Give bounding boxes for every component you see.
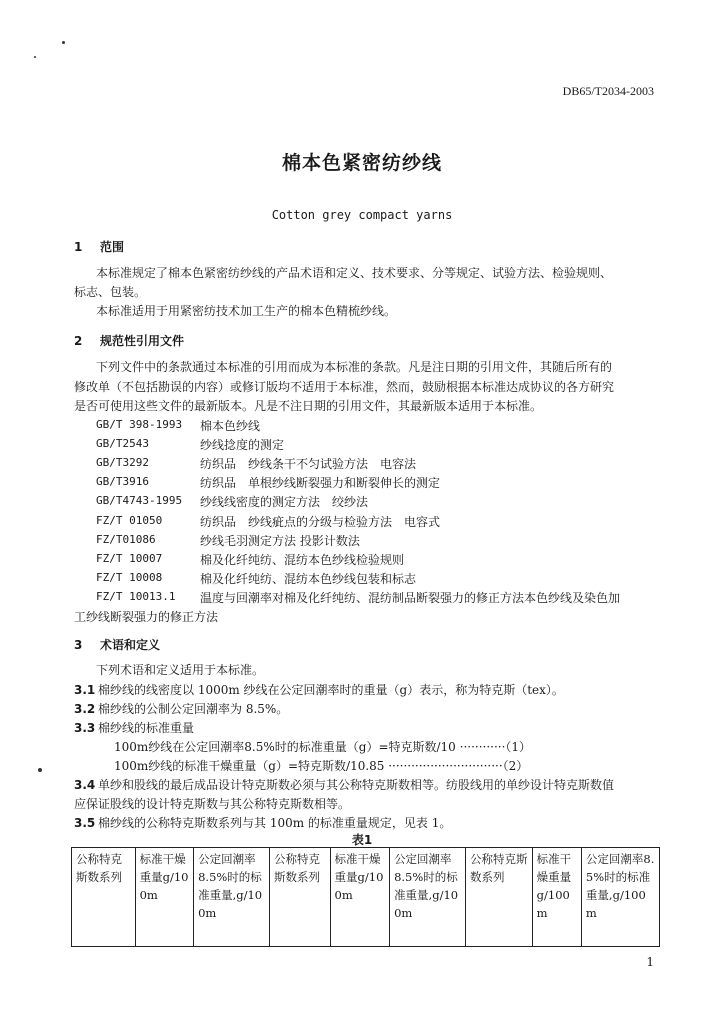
table-header-cell: 标准干燥重量g/100m xyxy=(330,848,390,947)
definition-number: 3.3 xyxy=(74,721,96,735)
section-number: 2 xyxy=(74,334,83,348)
scan-speck xyxy=(62,41,65,44)
formula-1: 100m纱线在公定回潮率8.5%时的标准重量（g）=特克斯数/10 ············（1） xyxy=(114,740,532,754)
reference-code: FZ/T 10008 xyxy=(96,571,163,584)
definition-number: 3.1 xyxy=(74,683,96,697)
paragraph: 标志、包装。 xyxy=(74,285,147,299)
definition-3-5 xyxy=(74,814,451,831)
reference-code: FZ/T 10013.1 xyxy=(96,590,176,603)
scan-speck xyxy=(34,56,36,58)
definition-number: 3.2 xyxy=(74,702,96,716)
definition-number: 3.5 xyxy=(74,816,96,830)
definition-text: 棉纱线的公称特克斯数系列与其 100m 的标准重量规定，见表 1。 xyxy=(98,816,452,830)
reference-title: 棉及化纤纯纺、混纺本色纱线包装和标志 xyxy=(200,572,417,586)
table-header-cell: 公称特克斯数系列 xyxy=(270,848,331,947)
section-heading-scope xyxy=(74,238,124,255)
table-header-cell: 公定回潮率8.5%时的标准重量,g/100m xyxy=(581,848,659,947)
definition-3-4-continuation: 应保证股线的设计特克斯数与其公称特克斯数相等。 xyxy=(74,797,351,811)
reference-title: 棉本色纱线 xyxy=(200,419,261,433)
definition-text: 棉纱线的标准重量 xyxy=(98,721,195,735)
definition-3-2 xyxy=(74,700,288,717)
table-1 xyxy=(71,847,660,947)
paragraph: 本标准规定了棉本色紧密纺纱线的产品术语和定义、技术要求、分等规定、试验方法、检验规则、 xyxy=(96,266,613,280)
definition-text: 棉纱线的公制公定回潮率为 8.5%。 xyxy=(98,702,289,716)
reference-code: FZ/T 01050 xyxy=(96,514,163,527)
table-caption: 表1 xyxy=(351,833,373,847)
paragraph: 本标准适用于用紧密纺技术加工生产的棉本色精梳纱线。 xyxy=(96,304,397,318)
reference-code: FZ/T01086 xyxy=(96,533,156,546)
reference-code: GB/T2543 xyxy=(96,437,149,450)
definition-3-3 xyxy=(74,719,194,736)
section-title: 范围 xyxy=(100,240,125,254)
definition-3-1 xyxy=(74,681,564,698)
scan-speck xyxy=(38,768,42,772)
document-subtitle: Cotton grey compact yarns xyxy=(271,208,453,222)
reference-title: 纱线毛羽测定方法 投影计数法 xyxy=(200,534,360,548)
section-heading-terms xyxy=(74,636,160,653)
document-title: 棉本色紧密纺纱线 xyxy=(281,152,442,174)
definition-text: 单纱和股线的最后成品设计特克斯数必须与其公称特克斯数相等。纺股线用的单纱设计特克斯数值 xyxy=(98,778,615,792)
table-header-cell: 公定回潮率 8.5%时的标准重量,g/100m xyxy=(194,848,270,947)
reference-title: 棉及化纤纯纺、混纺本色纱线检验规则 xyxy=(200,553,405,567)
reference-title: 纺织品 单根纱线断裂强力和断裂伸长的测定 xyxy=(200,476,441,490)
section-number: 1 xyxy=(74,240,83,254)
reference-title-continuation: 工纱线断裂强力的修正方法 xyxy=(74,610,219,624)
reference-title: 纺织品 纱线条干不匀试验方法 电容法 xyxy=(200,457,417,471)
section-title: 术语和定义 xyxy=(100,638,161,652)
standard-number: DB65/T2034-2003 xyxy=(562,84,654,98)
section-title: 规范性引用文件 xyxy=(100,334,185,348)
page-number: 1 xyxy=(646,955,654,969)
table-header-cell: 标准干燥重量g/100m xyxy=(532,848,581,947)
reference-code: GB/T4743-1995 xyxy=(96,494,183,507)
section-heading-references xyxy=(74,332,184,349)
reference-code: GB/T3292 xyxy=(96,456,149,469)
table-header-cell: 公称特克斯数系列 xyxy=(465,848,532,947)
table-header-cell: 公称特克斯数系列 xyxy=(72,848,136,947)
paragraph: 是否可使用这些文件的最新版本。凡是不注日期的引用文件，其最新版本适用于本标准。 xyxy=(74,399,543,413)
definition-text: 棉纱线的线密度以 1000m 纱线在公定回潮率时的重量（g）表示，称为特克斯（tex）。 xyxy=(98,683,564,697)
reference-code: FZ/T 10007 xyxy=(96,552,163,565)
table-header-cell: 公定回潮率 8.5%时的标准重量,g/100m xyxy=(390,848,466,947)
section-number: 3 xyxy=(74,638,83,652)
reference-title: 纺织品 纱线疵点的分级与检验方法 电容式 xyxy=(200,515,441,529)
table-header-cell: 标准干燥重量g/100m xyxy=(135,848,193,947)
reference-code: GB/T3916 xyxy=(96,475,149,488)
reference-code: GB/T 398-1993 xyxy=(96,418,183,431)
paragraph: 修改单（不包括勘误的内容）或修订版均不适用于本标准，然而，鼓励根据本标准达成协议的各方研究 xyxy=(74,380,615,394)
paragraph: 下列文件中的条款通过本标准的引用而成为本标准的条款。凡是注日期的引用文件，其随后所有的 xyxy=(96,360,613,374)
paragraph: 下列术语和定义适用于本标准。 xyxy=(96,663,265,677)
reference-title: 纱线线密度的测定方法 绞纱法 xyxy=(200,495,369,509)
reference-title: 纱线捻度的测定 xyxy=(200,438,285,452)
formula-2: 100m纱线的标准干燥重量（g）=特克斯数/10.85 ······························（2） xyxy=(114,759,529,773)
definition-3-4 xyxy=(74,776,614,793)
definition-number: 3.4 xyxy=(74,778,96,792)
table-header-row xyxy=(72,848,660,947)
reference-title: 温度与回潮率对棉及化纤纯纺、混纺制品断裂强力的修正方法本色纱线及染色加 xyxy=(200,591,621,605)
